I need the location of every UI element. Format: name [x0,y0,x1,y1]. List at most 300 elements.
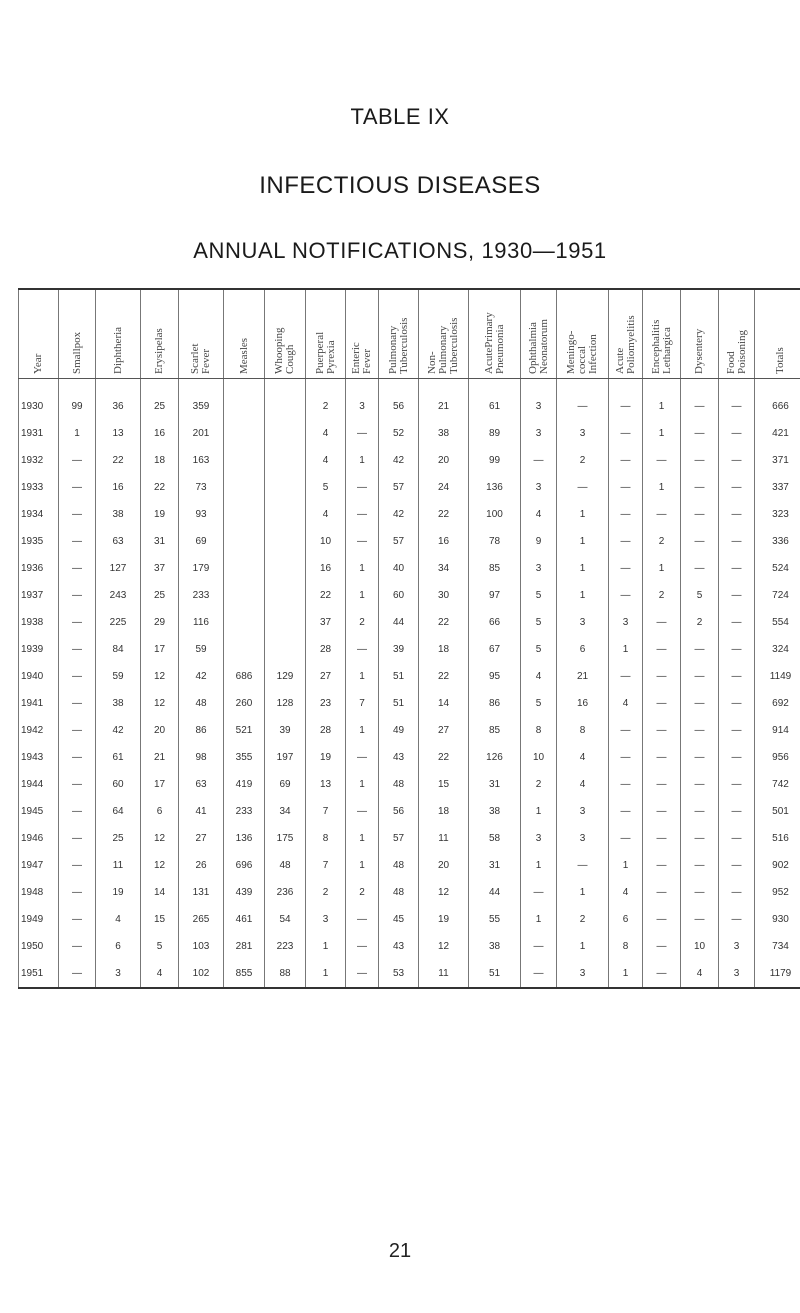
table-cell: 52 [379,420,419,447]
year-cell: 1932 [19,447,59,474]
table-cell: 60 [96,771,141,798]
table-cell: — [681,744,719,771]
table-cell: — [719,609,755,636]
table-cell: 16 [419,528,469,555]
table-cell: 39 [265,717,306,744]
table-cell: 554 [755,609,800,636]
table-cell: 21 [141,744,179,771]
table-cell: 4 [96,906,141,933]
table-cell: 3 [557,825,609,852]
table-cell: 855 [224,960,265,988]
table-cell: — [346,933,379,960]
table-cell: — [557,379,609,421]
table-cell: — [719,528,755,555]
table-cell [224,528,265,555]
table-cell: 1 [557,528,609,555]
table-cell: 1 [346,771,379,798]
table-row [19,933,800,960]
table-cell: 20 [141,717,179,744]
table-cell [224,555,265,582]
table-cell: 37 [141,555,179,582]
year-cell: 1938 [19,609,59,636]
table-cell: 1 [557,582,609,609]
table-cell [224,379,265,421]
table-cell: 78 [469,528,521,555]
table-cell: 131 [179,879,224,906]
table-cell: 58 [469,825,521,852]
table-cell: 42 [179,663,224,690]
table-cell: 38 [419,420,469,447]
table-cell: 73 [179,474,224,501]
table-cell: 6 [96,933,141,960]
table-cell: 88 [265,960,306,988]
table-cell: 1 [59,420,96,447]
table-cell: 914 [755,717,800,744]
table-cell: 3 [521,420,557,447]
table-cell: 63 [179,771,224,798]
table-cell: — [719,690,755,717]
table-cell: 2 [306,879,346,906]
table-cell: 38 [469,933,521,960]
table-cell: 1 [557,933,609,960]
table-cell: 136 [469,474,521,501]
table-cell: 12 [419,879,469,906]
table-cell: 4 [141,960,179,988]
table-cell: 25 [141,379,179,421]
table-cell: 337 [755,474,800,501]
table-cell: 19 [306,744,346,771]
year-cell: 1931 [19,420,59,447]
table-cell: 54 [265,906,306,933]
table-row [19,636,800,663]
table-cell: 175 [265,825,306,852]
table-cell: — [719,825,755,852]
column-header-label: AcutePrimary Pneumonia [482,312,506,374]
table-cell: — [643,798,681,825]
table-cell: 201 [179,420,224,447]
table-cell: 99 [469,447,521,474]
table-cell: — [59,717,96,744]
table-cell [224,501,265,528]
table-cell: 56 [379,798,419,825]
table-cell: 686 [224,663,265,690]
table-cell: — [346,798,379,825]
table-cell: 26 [179,852,224,879]
table-cell: 44 [469,879,521,906]
table-cell: 27 [306,663,346,690]
table-cell: 20 [419,447,469,474]
table-cell: 179 [179,555,224,582]
table-cell: 1 [346,852,379,879]
table-cell: 39 [379,636,419,663]
table-cell: 129 [265,663,306,690]
column-header [521,289,557,379]
column-header-label: Puerperal Pyrexia [313,331,337,374]
table-cell: 57 [379,528,419,555]
table-cell: 1149 [755,663,800,690]
table-cell: 12 [419,933,469,960]
table-cell: 1 [521,906,557,933]
table-cell: 22 [419,744,469,771]
table-cell: 1 [521,798,557,825]
table-cell: 61 [96,744,141,771]
table-cell: 22 [141,474,179,501]
table-cell: 3 [557,798,609,825]
table-cell: 666 [755,379,800,421]
table-cell: 12 [141,690,179,717]
table-cell: 260 [224,690,265,717]
table-cell: 128 [265,690,306,717]
table-cell: — [681,420,719,447]
table-cell: 336 [755,528,800,555]
table-cell: 5 [306,474,346,501]
year-cell: 1947 [19,852,59,879]
table-cell: — [681,528,719,555]
table-cell [224,420,265,447]
table-cell: 3 [521,555,557,582]
table-cell: — [643,609,681,636]
table-cell: — [719,879,755,906]
table-cell: — [59,825,96,852]
table-row [19,447,800,474]
table-cell: 10 [521,744,557,771]
year-cell: 1933 [19,474,59,501]
table-cell: 10 [306,528,346,555]
table-cell: 60 [379,582,419,609]
table-cell: — [719,771,755,798]
table-cell: 23 [306,690,346,717]
table-cell: 48 [379,852,419,879]
table-cell: 37 [306,609,346,636]
table-row [19,717,800,744]
year-cell: 1935 [19,528,59,555]
table-cell: — [346,636,379,663]
column-header [224,289,265,379]
table-cell: 1 [521,852,557,879]
table-row [19,744,800,771]
table-cell: 4 [609,690,643,717]
table-subtitle: INFECTIOUS DISEASES [259,172,541,199]
table-cell: — [719,663,755,690]
column-header-label: Meningo- coccal Infection [565,330,599,374]
table-cell: 281 [224,933,265,960]
table-cell: 1 [557,501,609,528]
table-cell: 742 [755,771,800,798]
table-cell: 38 [469,798,521,825]
column-header [141,289,179,379]
table-cell: 696 [224,852,265,879]
table-cell: 9 [521,528,557,555]
table-cell: 419 [224,771,265,798]
year-cell: 1940 [19,663,59,690]
table-cell: 371 [755,447,800,474]
column-header-label: Ophthalmia Neonatorum [526,319,550,374]
table-cell: 97 [469,582,521,609]
table-cell: 40 [379,555,419,582]
table-row [19,555,800,582]
table-cell: — [643,717,681,744]
year-cell: 1948 [19,879,59,906]
table-cell: 324 [755,636,800,663]
table-cell: — [643,690,681,717]
table-cell: 16 [557,690,609,717]
table-cell: 98 [179,744,224,771]
table-cell: 14 [419,690,469,717]
table-cell: 521 [224,717,265,744]
table-cell: — [521,447,557,474]
table-cell: 2 [643,528,681,555]
table-cell: — [59,501,96,528]
table-cell: 1 [643,555,681,582]
column-header [557,289,609,379]
year-cell: 1950 [19,933,59,960]
table-cell: — [719,744,755,771]
table-cell: 956 [755,744,800,771]
table-cell: 1 [609,852,643,879]
table-row [19,690,800,717]
table-cell: 42 [379,447,419,474]
table-cell: 2 [521,771,557,798]
table-cell: 43 [379,744,419,771]
table-cell: 4 [306,447,346,474]
table-cell: 31 [469,852,521,879]
table-cell: 323 [755,501,800,528]
table-cell: 13 [96,420,141,447]
table-cell: 18 [141,447,179,474]
table-cell: — [643,744,681,771]
table-cell: 355 [224,744,265,771]
table-cell: — [59,636,96,663]
table-cell: 7 [306,798,346,825]
year-cell: 1937 [19,582,59,609]
table-cell: — [59,609,96,636]
table-cell: 86 [179,717,224,744]
table-cell: 19 [419,906,469,933]
table-body [19,379,800,989]
table-row [19,771,800,798]
table-cell: — [609,744,643,771]
table-cell: 63 [96,528,141,555]
table-cell: 1 [643,474,681,501]
table-cell: 4 [306,501,346,528]
table-cell: — [643,825,681,852]
table-cell: 2 [557,447,609,474]
table-cell: 1 [643,420,681,447]
table-cell: 17 [141,771,179,798]
table-cell [265,379,306,421]
table-cell: 28 [306,717,346,744]
table-cell: — [346,501,379,528]
table-cell: 100 [469,501,521,528]
table-cell: 4 [681,960,719,988]
table-cell: 6 [141,798,179,825]
column-header [306,289,346,379]
table-cell: — [681,663,719,690]
table-cell: 22 [419,609,469,636]
table-row [19,825,800,852]
table-cell: 16 [96,474,141,501]
table-cell: — [719,555,755,582]
table-cell: 3 [609,609,643,636]
table-cell: 48 [265,852,306,879]
table-cell: 36 [96,379,141,421]
table-cell: — [557,852,609,879]
table-cell: 1 [346,663,379,690]
table-cell: 692 [755,690,800,717]
table-cell: 225 [96,609,141,636]
table-cell: — [346,744,379,771]
table-cell: 2 [557,906,609,933]
table-cell: 57 [379,825,419,852]
table-row [19,501,800,528]
table-cell: — [59,582,96,609]
table-cell: 12 [141,852,179,879]
table-cell: 3 [557,960,609,988]
table-cell: — [643,663,681,690]
column-header-label: Diphtheria [111,326,124,374]
table-cell: 103 [179,933,224,960]
table-cell: 25 [141,582,179,609]
table-cell: 11 [96,852,141,879]
table-cell: 95 [469,663,521,690]
table-cell: — [681,717,719,744]
table-cell: — [681,798,719,825]
table-cell: 136 [224,825,265,852]
table-cell: — [609,555,643,582]
table-cell: 197 [265,744,306,771]
table-cell: 102 [179,960,224,988]
column-header [59,289,96,379]
column-header-label: Dysentery [693,328,705,374]
table-cell: 127 [96,555,141,582]
column-header-label: Smallpox [70,331,83,374]
table-cell: 1 [306,960,346,988]
table-cell: — [681,690,719,717]
table-cell: 89 [469,420,521,447]
year-cell: 1943 [19,744,59,771]
table-cell: 5 [521,636,557,663]
table-cell: — [643,906,681,933]
table-cell: 4 [521,501,557,528]
table-cell: 16 [306,555,346,582]
table-row [19,663,800,690]
table-cell: 10 [681,933,719,960]
table-cell: 27 [179,825,224,852]
table-cell: — [59,555,96,582]
table-cell: — [719,852,755,879]
table-cell: 8 [521,717,557,744]
table-cell: 2 [643,582,681,609]
table-cell: 28 [306,636,346,663]
table-cell: 57 [379,474,419,501]
table-cell: 3 [306,906,346,933]
table-cell: 13 [306,771,346,798]
table-cell: 69 [265,771,306,798]
table-cell: — [609,825,643,852]
table-cell: 734 [755,933,800,960]
table-cell: — [681,474,719,501]
table-cell: 20 [419,852,469,879]
table-cell: 11 [419,825,469,852]
table-cell: 27 [419,717,469,744]
table-cell: 6 [609,906,643,933]
table-cell: 516 [755,825,800,852]
table-cell: — [59,690,96,717]
table-cell: — [59,744,96,771]
table-cell: 2 [346,609,379,636]
table-cell [265,636,306,663]
table-cell: 233 [224,798,265,825]
table-cell: 53 [379,960,419,988]
table-cell: 15 [141,906,179,933]
table-cell: 1 [609,960,643,988]
table-cell: 30 [419,582,469,609]
year-cell: 1951 [19,960,59,988]
table-row [19,852,800,879]
table-cell: — [59,960,96,988]
table-cell: — [59,933,96,960]
table-cell: 19 [96,879,141,906]
table-cell [265,447,306,474]
table-cell: 31 [141,528,179,555]
table-row [19,379,800,421]
table-cell: 59 [179,636,224,663]
table-cell: — [609,379,643,421]
table-cell: 51 [379,663,419,690]
table-cell: — [681,379,719,421]
table-cell: 16 [141,420,179,447]
table-cell: 84 [96,636,141,663]
column-header [96,289,141,379]
table-cell: 4 [521,663,557,690]
table-cell: 902 [755,852,800,879]
table-cell: — [59,879,96,906]
table-row [19,960,800,988]
table-cell: 85 [469,717,521,744]
table-cell: 22 [419,663,469,690]
table-cell: — [609,528,643,555]
table-cell: 1 [557,555,609,582]
table-cell: 45 [379,906,419,933]
column-header [265,289,306,379]
column-header-label: Non- Pulmonary Tuberculosis [426,317,460,374]
table-cell: 22 [419,501,469,528]
table-cell: 56 [379,379,419,421]
table-cell: 59 [96,663,141,690]
table-cell: 265 [179,906,224,933]
column-header-label: Food Poisoning [724,329,748,374]
table-cell: — [59,906,96,933]
table-cell: — [59,528,96,555]
table-cell: 67 [469,636,521,663]
table-cell: 952 [755,879,800,906]
table-cell: 5 [521,582,557,609]
table-cell: 29 [141,609,179,636]
column-header [346,289,379,379]
table-cell: 3 [719,933,755,960]
table-cell: — [609,501,643,528]
table-cell: — [719,501,755,528]
table-cell: — [59,474,96,501]
table-cell: 2 [681,609,719,636]
table-cell: — [59,852,96,879]
column-header-label: Enteric Fever [350,342,373,374]
table-cell: 8 [306,825,346,852]
table-cell: 5 [681,582,719,609]
table-cell: 41 [179,798,224,825]
table-cell: 5 [141,933,179,960]
table-cell: 1 [346,825,379,852]
